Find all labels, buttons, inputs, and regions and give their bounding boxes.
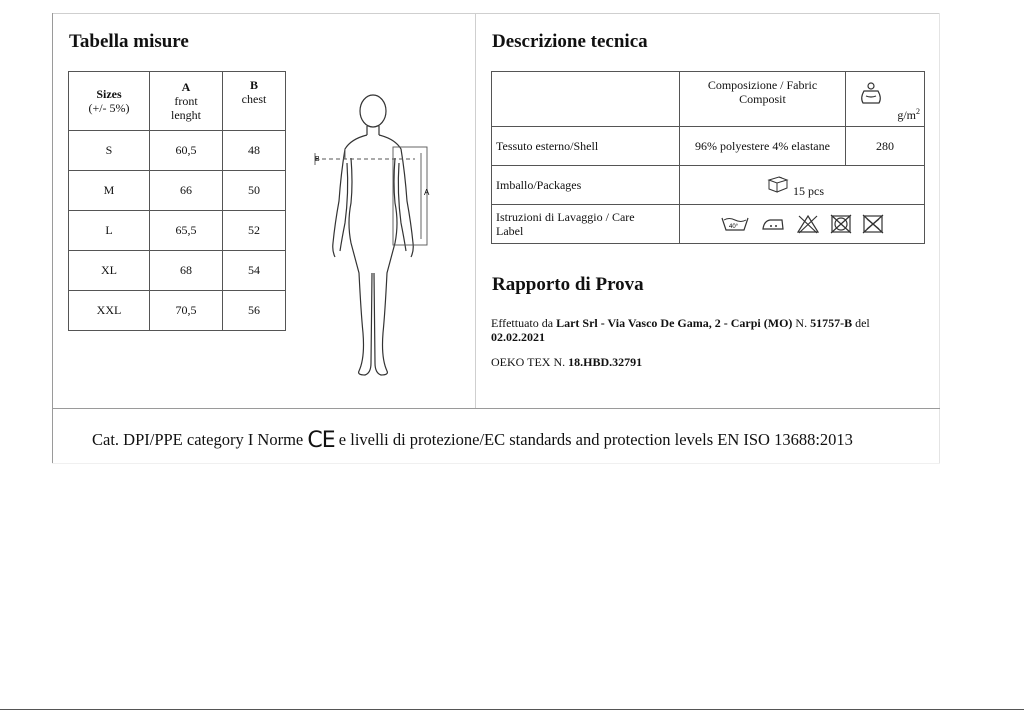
body-measurement-diagram xyxy=(285,73,460,391)
oeko-label: OEKO TEX N. xyxy=(491,355,566,369)
footer-norms xyxy=(92,428,853,453)
composition-header xyxy=(680,72,846,127)
wash-40-icon xyxy=(720,215,750,233)
footer-divider xyxy=(52,408,940,409)
table-row xyxy=(69,251,286,291)
frame-top-border xyxy=(52,13,940,14)
box-icon xyxy=(766,175,790,193)
shell-label: Tessuto esterno/Shell xyxy=(492,127,680,166)
no-dry-clean-icon xyxy=(862,214,884,234)
composition-line2: Composit xyxy=(739,92,786,106)
front-cell: 66 xyxy=(150,171,223,211)
front-cell: 65,5 xyxy=(150,211,223,251)
table-row xyxy=(69,211,286,251)
header-sizes-label: Sizes xyxy=(96,87,122,101)
header-b-label: chest xyxy=(241,92,267,106)
chest-cell: 50 xyxy=(223,171,286,211)
table-row xyxy=(69,291,286,331)
chest-cell: 52 xyxy=(223,211,286,251)
weight-header xyxy=(846,72,925,127)
care-label-line2: Label xyxy=(496,224,524,238)
package-label: Imballo/Packages xyxy=(492,166,680,205)
header-sizes xyxy=(69,72,150,131)
shell-value: 96% polyestere 4% elastane xyxy=(680,127,846,166)
footer-pre: Cat. DPI/PPE category I Norme xyxy=(92,430,304,449)
front-cell: 60,5 xyxy=(150,131,223,171)
wash-temp: 40° xyxy=(729,224,739,230)
report-n-label: N. xyxy=(795,316,808,330)
footer-post: e livelli di protezione/EC standards and protection levels EN ISO 13688:2013 xyxy=(338,430,853,449)
oeko-number: 18.HBD.32791 xyxy=(568,355,643,369)
size-table-title: Tabella misure xyxy=(69,31,189,52)
size-table xyxy=(68,71,286,331)
report-del: del xyxy=(855,316,870,330)
page-bottom-border xyxy=(0,709,1024,710)
header-a-line2: lenght xyxy=(171,108,201,122)
front-cell: 70,5 xyxy=(150,291,223,331)
chest-cell: 56 xyxy=(223,291,286,331)
weight-unit-sup: 2 xyxy=(916,107,920,116)
report-text xyxy=(491,316,921,344)
size-cell: XXL xyxy=(69,291,150,331)
oeko-tex xyxy=(491,355,642,370)
tech-title: Descrizione tecnica xyxy=(492,31,648,52)
frame-right-border xyxy=(939,13,940,463)
header-a-line1: front xyxy=(174,94,198,108)
care-label-line1: Istruzioni di Lavaggio / Care xyxy=(496,210,635,224)
care-icons xyxy=(684,214,920,234)
composition-line1: Composizione / Fabric xyxy=(707,78,818,92)
tech-empty-cell xyxy=(492,72,680,127)
table-row xyxy=(69,171,286,211)
table-row xyxy=(69,131,286,171)
package-value: 15 pcs xyxy=(793,184,824,198)
chest-cell: 48 xyxy=(223,131,286,171)
no-bleach-icon xyxy=(796,214,820,234)
weight-unit xyxy=(897,107,920,123)
header-b-letter: B xyxy=(249,78,258,92)
report-number: 51757-B xyxy=(810,316,853,330)
shell-row xyxy=(492,127,925,166)
care-symbols xyxy=(680,205,925,244)
no-tumble-dry-icon xyxy=(830,214,852,234)
header-a-letter: A xyxy=(181,80,191,94)
weight-icon xyxy=(858,80,884,106)
iron-icon xyxy=(760,215,786,233)
column-divider xyxy=(475,13,476,408)
report-date: 02.02.2021 xyxy=(491,330,545,344)
frame-left-border xyxy=(52,13,53,464)
size-cell: L xyxy=(69,211,150,251)
care-label xyxy=(492,205,680,244)
weight-unit-text: g/m xyxy=(897,108,916,122)
label-b: B xyxy=(315,156,320,163)
front-cell: 68 xyxy=(150,251,223,291)
shell-weight: 280 xyxy=(846,127,925,166)
tech-header-row xyxy=(492,72,925,127)
label-a: A xyxy=(424,188,430,197)
size-table-header xyxy=(69,72,286,131)
size-cell: M xyxy=(69,171,150,211)
report-lab: Lart Srl - Via Vasco De Gama, 2 - Carpi (MO) xyxy=(556,316,793,330)
report-prefix: Effettuato da xyxy=(491,316,554,330)
report-title: Rapporto di Prova xyxy=(492,274,644,295)
tech-table xyxy=(491,71,925,244)
package-row xyxy=(492,166,925,205)
footer-bottom-border xyxy=(52,463,940,464)
header-chest xyxy=(223,72,286,131)
ce-mark-icon: CE xyxy=(307,428,335,453)
size-cell: XL xyxy=(69,251,150,291)
care-row xyxy=(492,205,925,244)
chest-cell: 54 xyxy=(223,251,286,291)
header-front-length xyxy=(150,72,223,131)
header-tolerance: (+/- 5%) xyxy=(88,101,130,115)
package-value-cell xyxy=(680,166,925,205)
size-cell: S xyxy=(69,131,150,171)
